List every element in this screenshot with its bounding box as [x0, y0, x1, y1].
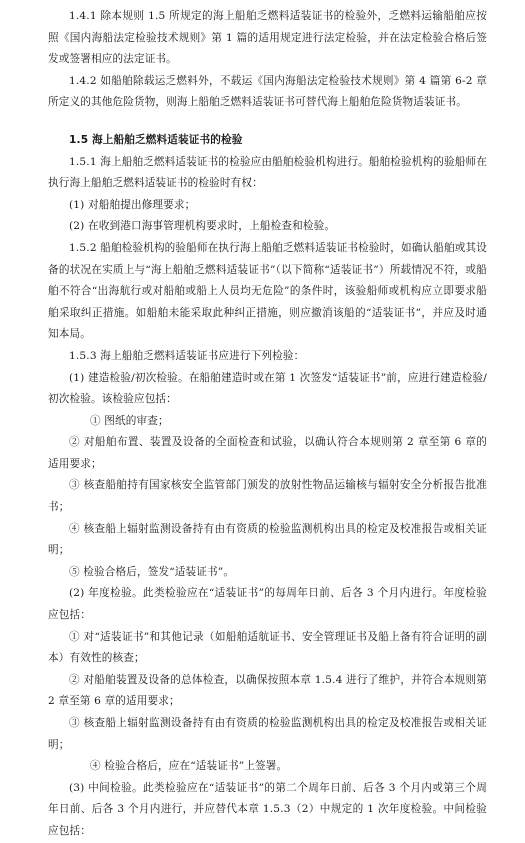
para-1-5-1: 1.5.1 海上船舶乏燃料适装证书的检验应由船舶检验机构进行。船舶检验机构的验船师在执行海上船舶乏燃料适装证书的检验时有权： — [48, 155, 487, 190]
item-2-2: ② 对船舶装置及设备的总体检查，以确保按照本章 1.5.4 进行了维护，并符合本规则第 2 章至第 6 章的适用要求； — [48, 673, 487, 708]
para-1-5-2: 1.5.2 船舶检验机构的验船师在执行海上船舶乏燃料适装证书检验时，如确认船舶或其设备的状况在实质上与“海上船舶乏燃料适装证书”（以下简称“适装证书”）所载情况不符，或船舶不符合“出海航行或对船舶或船上人员均无危险”的条件时，该验船师或机构应立即要求船舶采取纠正措施。如船舶未能采取此种纠正措施，则应撤消该船的“适装证书”，并应及时通知本局。 — [48, 241, 487, 341]
item-2-4: ④ 检验合格后，应在“适装证书”上签署。 — [90, 760, 288, 773]
para-1-5-3-3: (3) 中间检验。此类检验应在“适装证书”的第二个周年日前、后各 3 个月内或第三个周年日前、后各 3 个月内进行，并应替代本章 1.5.3（2）中规定的 1 次年度检验。中间检验应包括： — [48, 781, 487, 837]
para-1-4-2: 1.4.2 如船舶除载运乏燃料外，不载运《国内海船法定检验技术规则》第 4 篇第 6-2 章所定义的其他危险货物，则海上船舶乏燃料适装证书可替代海上船舶危险货物适装证书。 — [48, 74, 487, 109]
item-1-4: ④ 核查船上辐射监测设备持有由有资质的检验监测机构出具的检定及校准报告或相关证明； — [48, 522, 487, 557]
para-1-5-3-1: (1) 建造检验/初次检验。在船舶建造时或在第 1 次签发“适装证书”前，应进行建造检验/初次检验。该检验应包括： — [48, 371, 487, 406]
para-1-5-3: 1.5.3 海上船舶乏燃料适装证书应进行下列检验： — [69, 349, 305, 362]
para-1-5-1-2: (2) 在收到港口海事管理机构要求时，上船检查和检验。 — [69, 220, 336, 233]
item-1-1: ① 图纸的审查； — [90, 414, 169, 427]
para-1-5-3-2: (2) 年度检验。此类检验应在“适装证书”的每周年日前、后各 3 个月内进行。年度检验应包括： — [48, 587, 487, 622]
para-1-5-1-1: (1) 对船舶提出修理要求； — [69, 198, 196, 211]
item-1-5: ⑤ 检验合格后，签发“适装证书”。 — [69, 565, 235, 578]
item-1-3: ③ 核查船舶持有国家核安全监管部门颁发的放射性物品运输核与辐射安全分析报告批准书； — [48, 479, 487, 514]
item-2-3: ③ 核查船上辐射监测设备持有由有资质的检验监测机构出具的检定及校准报告或相关证明； — [48, 717, 487, 751]
section-1-5-heading: 1.5 海上船舶乏燃料适装证书的检验 — [69, 133, 243, 146]
para-1-4-1: 1.4.1 除本规则 1.5 所规定的海上船舶乏燃料适装证书的检验外，乏燃料运输船舶应按照《国内海船法定检验技术规则》第 1 篇的适用规定进行法定检验，并在法定检验合格后签发或签署相应的法定证书。 — [48, 10, 487, 66]
item-2-1: ① 对“适装证书”和其他记录（如船舶适航证书、安全管理证书及船上备有符合证明的副本）有效性的核查； — [48, 630, 487, 665]
item-1-2: ② 对船舶布置、装置及设备的全面检查和试验，以确认符合本规则第 2 章至第 6 章的适用要求； — [48, 436, 487, 470]
